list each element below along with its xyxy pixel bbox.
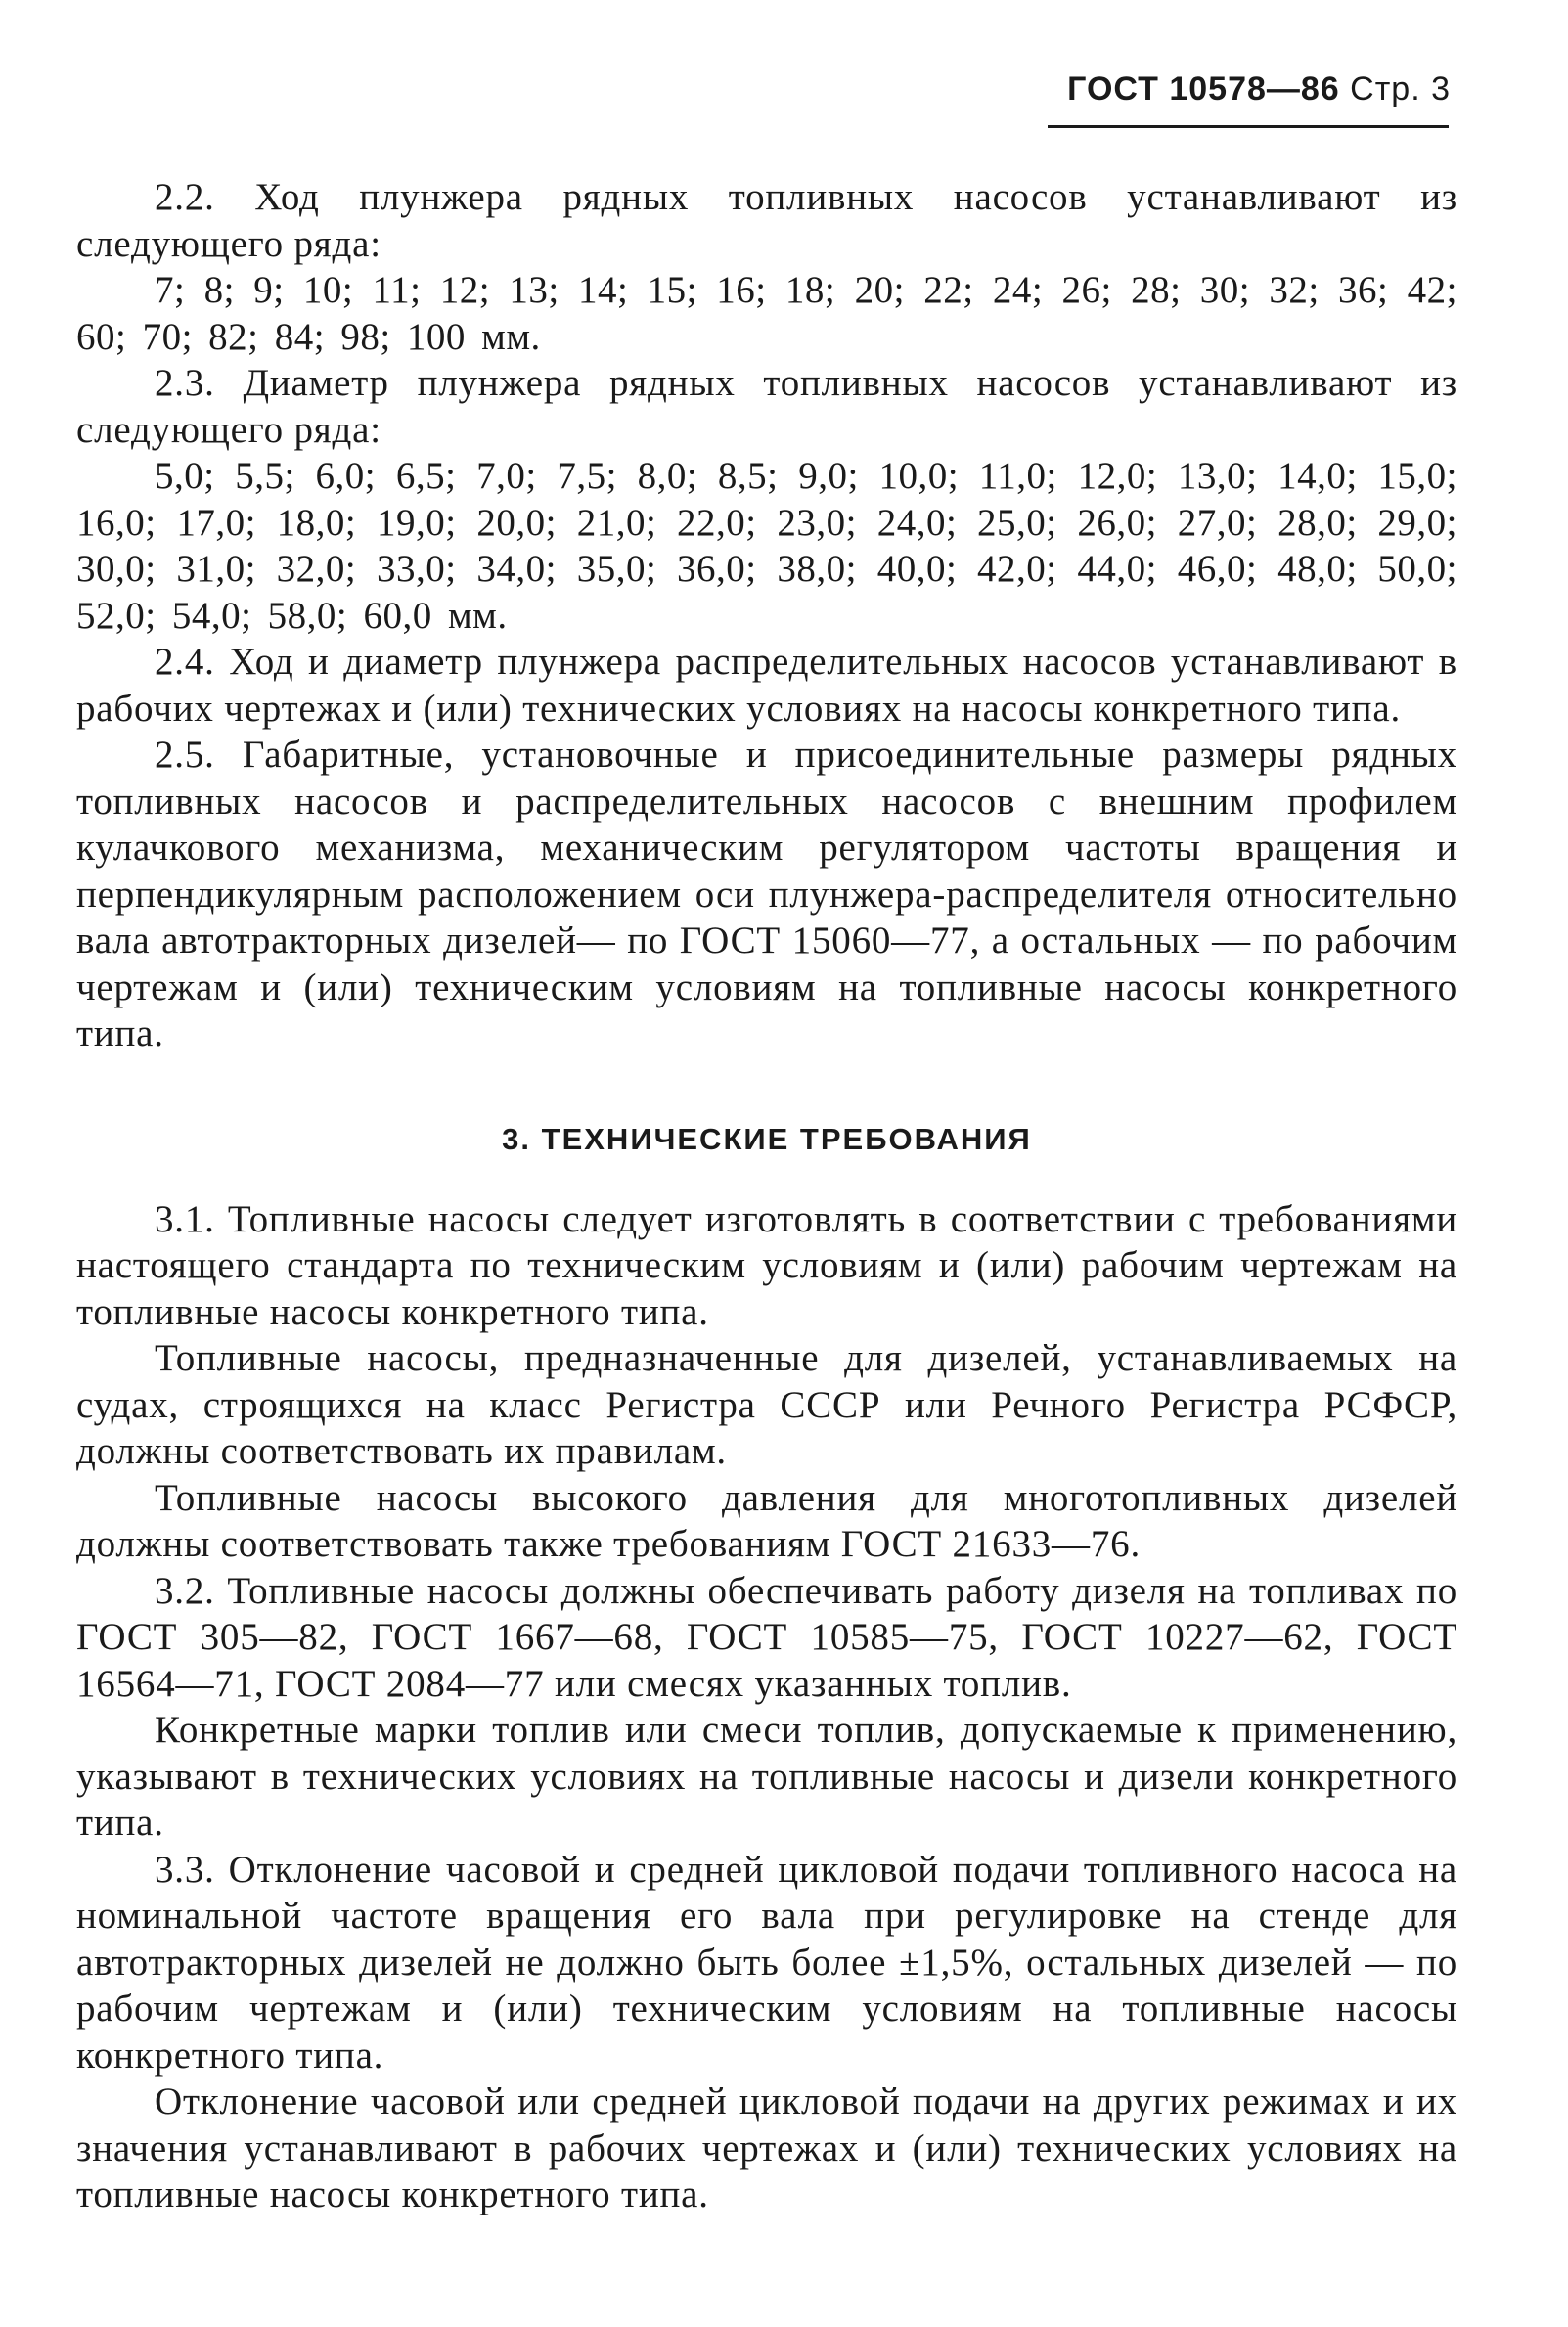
paragraph-2-4: 2.4. Ход и диаметр плунжера распределительных насосов устанавливают в рабочих чертежах и (или) технических условиях на насосы конкретного типа. <box>76 641 1457 730</box>
paragraph-3-2: 3.2. Топливные насосы должны обеспечивать работу дизеля на топливах по ГОСТ 305—82, ГОСТ 1667—68, ГОСТ 10585—75, ГОСТ 10227—62, ГОСТ 16564—71, ГОСТ 2084—77 или смесях указанных топлив. <box>76 1569 1457 1705</box>
document-body <box>76 174 1457 2218</box>
stroke-series: 7; 8; 9; 10; 11; 12; 13; 14; 15; 16; 18; 20; 22; 24; 26; 28; 30; 32; 36; 42; 60; 70; 82; 84; 98; 100 мм. <box>76 269 1457 358</box>
paragraph-3-3-other-modes: Отклонение часовой или средней цикловой подачи на других режимах и их значения устанавливают в рабочих чертежах и (или) технических условиях на топливные насосы конкретного типа. <box>76 2081 1457 2215</box>
paragraph-3-2-fuels: Конкретные марки топлив или смеси топлив, допускаемые к применению, указывают в технических условиях на топливные насосы и дизели конкретного типа. <box>76 1709 1457 1844</box>
section-title: 3. ТЕХНИЧЕСКИЕ ТРЕБОВАНИЯ <box>502 1121 1032 1156</box>
page-number: Стр. 3 <box>1350 70 1451 108</box>
paragraph-2-3: 2.3. Диаметр плунжера рядных топливных насосов устанавливают из следующего ряда: <box>76 362 1457 451</box>
paragraph-2-2: 2.2. Ход плунжера рядных топливных насосов устанавливают из следующего ряда: <box>76 176 1457 265</box>
document-id: ГОСТ 10578—86 <box>1067 70 1340 108</box>
header-rule <box>1048 125 1449 128</box>
paragraph-3-1-ships: Топливные насосы, предназначенные для дизелей, устанавливаемых на судах, строящихся на класс Регистра СССР или Речного Регистра РСФСР, должны соответствовать их правилам. <box>76 1337 1457 1472</box>
paragraph-2-5: 2.5. Габаритные, установочные и присоединительные размеры рядных топливных насосов и распределительных насосов с внешним профилем кулачкового механизма, механическим регулятором частоты вращения и перпендикулярным расположением оси плунжера-распределителя относительно вала автотракторных дизелей— по ГОСТ 15060—77, а остальных — по рабочим чертежам и (или) техническим условиям на топливные насосы конкретного типа. <box>76 734 1457 1054</box>
paragraph-3-1-multifuel: Топливные насосы высокого давления для многотопливных дизелей должны соответствовать также требованиям ГОСТ 21633—76. <box>76 1476 1457 1565</box>
paragraph-3-3: 3.3. Отклонение часовой и средней цикловой подачи топливного насоса на номинальной частоте вращения его вала при регулировке на стенде для автотракторных дизелей не должно быть более ±1,5%, остальных дизелей — по рабочим чертежам и (или) техническим условиям на топливные насосы конкретного типа. <box>76 1848 1457 2077</box>
paragraph-3-1: 3.1. Топливные насосы следует изготовлять в соответствии с требованиями настоящего стандарта по техническим условиям и (или) рабочим чертежам на топливные насосы конкретного типа. <box>76 1197 1457 1333</box>
diameter-series: 5,0; 5,5; 6,0; 6,5; 7,0; 7,5; 8,0; 8,5; 9,0; 10,0; 11,0; 12,0; 13,0; 14,0; 15,0; 16,0; 17,0; 18,0; 19,0; 20,0; 21,0; 22,0; 23,0; 24,0; 25,0; 26,0; 27,0; 28,0; 29,0; 30,0; 31,0; 32,0; 33,0; 34,0; 35,0; 36,0; 38,0; 40,0; 42,0; 44,0; 46,0; 48,0; 50,0; 52,0; 54,0; 58,0; 60,0 мм. <box>76 455 1457 637</box>
page-header <box>1067 70 1451 109</box>
